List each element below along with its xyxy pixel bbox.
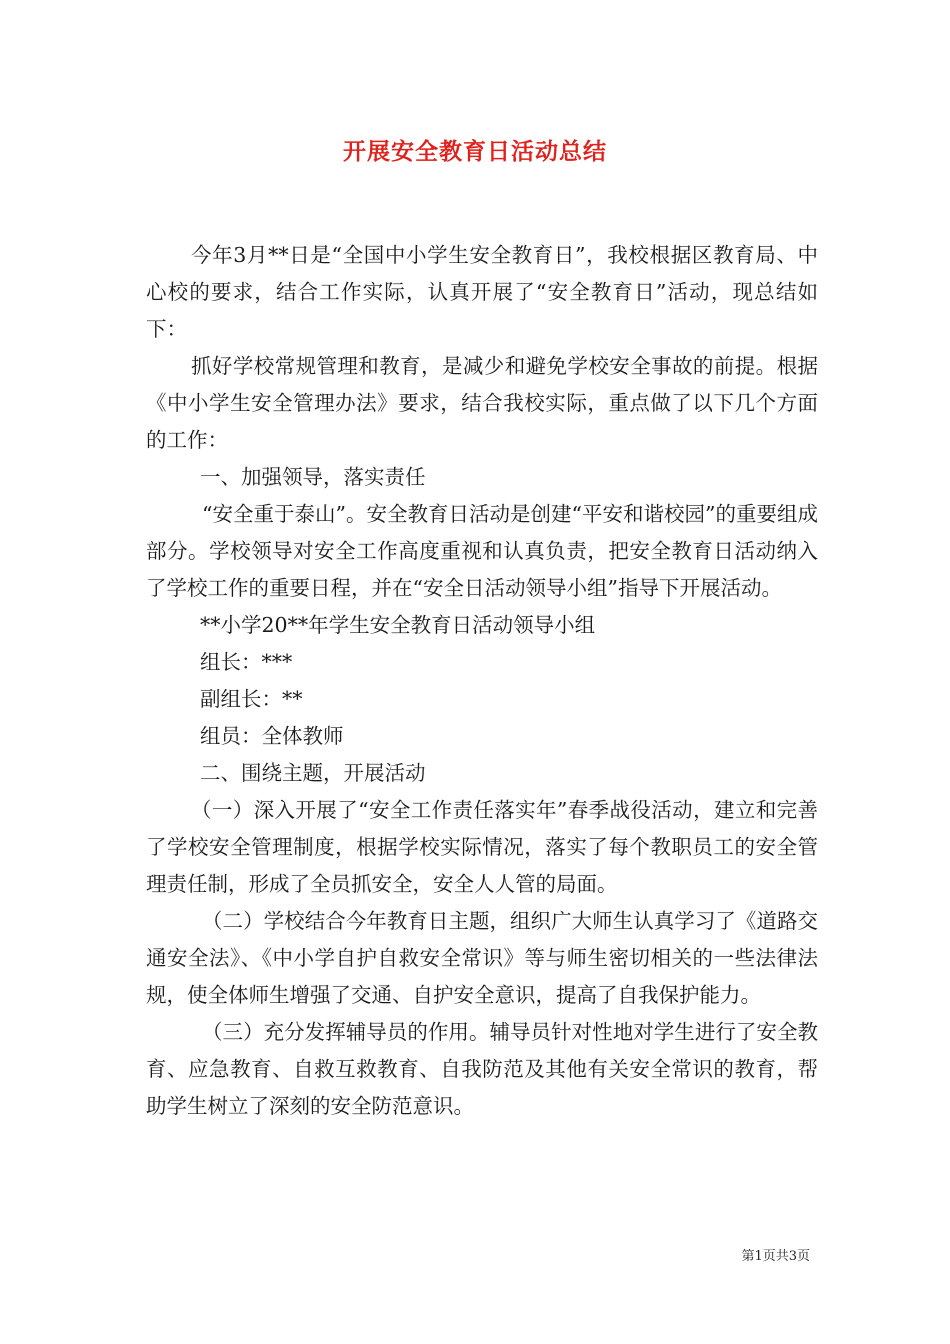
paragraph-item-2: （二）学校结合今年教育日主题，组织广大师生认真学习了《道路交通安全法》、《中小学自护自救安全常识》等与师生密切相关的一些法律法规，使全体师生增强了交通、自护安全意识，提高了自我保护能力。 xyxy=(146,909,818,1007)
document-body xyxy=(146,237,818,1125)
page-number-footer: 第1页共3页 xyxy=(741,1249,810,1264)
group-deputy-leader: 副组长：** xyxy=(200,687,303,711)
section-heading-1: 一、加强领导，落实责任 xyxy=(200,465,426,489)
paragraph-leadership: “安全重于泰山”。安全教育日活动是创建“平安和谐校园”的重要组成部分。学校领导对安全工作高度重视和认真负责，把安全教育日活动纳入了学校工作的重要日程，并在“安全日活动领导小组”指导下开展活动。 xyxy=(146,502,818,600)
section-heading-2: 二、围绕主题，开展活动 xyxy=(200,761,426,785)
paragraph-item-3: （三）充分发挥辅导员的作用。辅导员针对性地对学生进行了安全教育、应急教育、自救互救教育、自我防范及其他有关安全常识的教育，帮助学生树立了深刻的安全防范意识。 xyxy=(146,1020,818,1118)
paragraph-routine-management: 抓好学校常规管理和教育，是减少和避免学校安全事故的前提。根据《中小学生安全管理办法》要求，结合我校实际，重点做了以下几个方面的工作： xyxy=(146,354,818,452)
group-leader: 组长：*** xyxy=(200,650,293,674)
paragraph-intro: 今年3月**日是“全国中小学生安全教育日”，我校根据区教育局、中心校的要求，结合工作实际，认真开展了“安全教育日”活动，现总结如下： xyxy=(146,243,818,341)
group-members: 组员：全体教师 xyxy=(200,724,344,748)
leadership-group-title: **小学20**年学生安全教育日活动领导小组 xyxy=(200,613,596,637)
paragraph-item-1: （一）深入开展了“安全工作责任落实年”春季战役活动，建立和完善了学校安全管理制度，根据学校实际情况，落实了每个教职员工的安全管理责任制，形成了全员抓安全，安全人人管的局面。 xyxy=(146,798,818,896)
document-title: 开展安全教育日活动总结 xyxy=(343,139,607,165)
